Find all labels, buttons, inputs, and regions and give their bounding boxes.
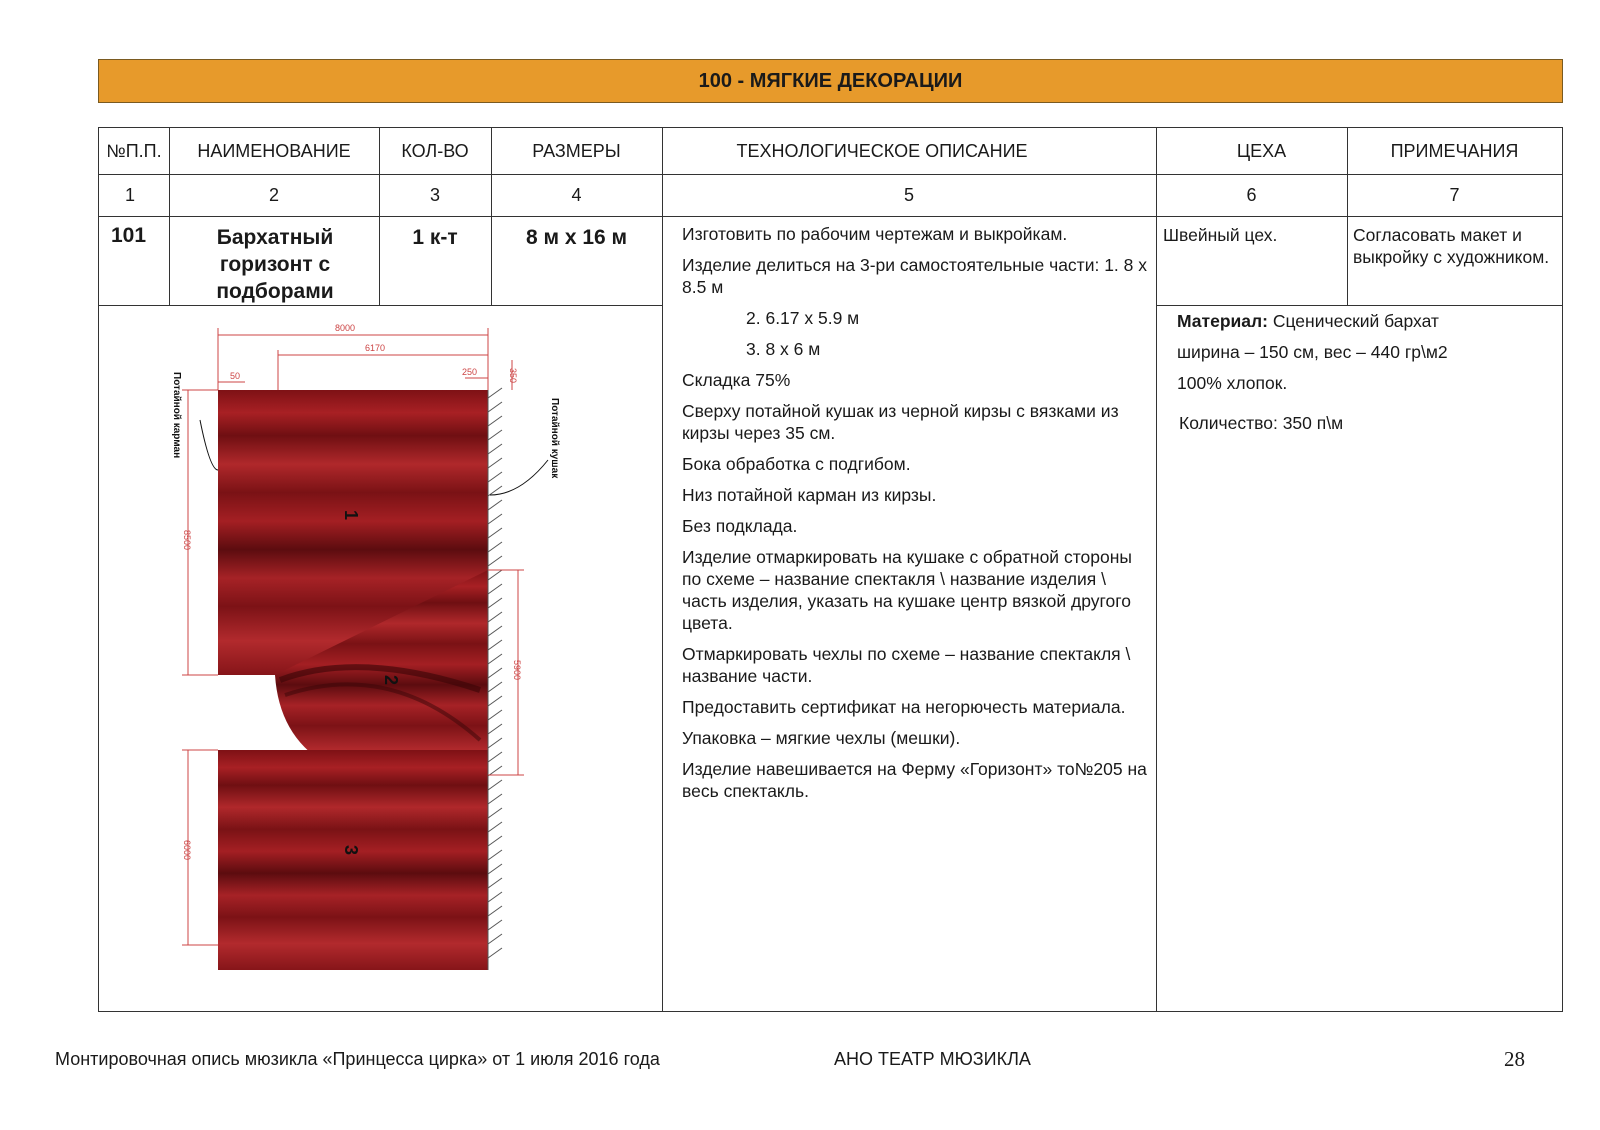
description-line: Упаковка – мягкие чехлы (мешки). (682, 728, 961, 748)
hatch-mark (488, 402, 502, 412)
hatch-mark (488, 682, 502, 692)
hatch-mark (488, 864, 502, 874)
hatch-mark (488, 836, 502, 846)
dimension-left-offset: 50 (230, 371, 241, 381)
description-line: Сверху потайной кушак из черной кирзы с вязками из кирзы через 35 см. (682, 401, 1119, 443)
material-label: Материал: (1177, 311, 1268, 331)
col-number-4: 4 (571, 184, 582, 205)
hatch-mark (488, 444, 502, 454)
description-line: Низ потайной карман из кирзы. (682, 485, 937, 505)
col-number-1: 1 (124, 184, 135, 205)
hatch-mark (488, 738, 502, 748)
header-size: РАЗМЕРЫ (532, 140, 621, 161)
item-quantity: 1 к-т (412, 226, 458, 249)
item-size: 8 м х 16 м (525, 226, 628, 249)
hatch-mark (488, 892, 502, 902)
description-line: Изделие отмаркировать на кушаке с обратной стороны по схеме – название спектакля \ название изделия \ часть изделия, указать на кушаке центр вязкой другого цвета. (682, 547, 1132, 633)
description-line: Без подклада. (682, 516, 798, 536)
header-number: №П.П. (106, 140, 162, 161)
col-number-7: 7 (1449, 184, 1460, 205)
hatch-mark (488, 794, 502, 804)
part-label-3: 3 (341, 845, 361, 856)
hatch-mark (488, 556, 502, 566)
hatch-mark (488, 584, 502, 594)
hatch-mark (488, 640, 502, 650)
hatch-mark (488, 780, 502, 790)
hatch-mark (488, 696, 502, 706)
material-quantity: Количество: 350 п\м (1179, 413, 1344, 433)
hatch-mark (488, 430, 502, 440)
description-line: Складка 75% (682, 370, 791, 390)
hatch-mark (488, 542, 502, 552)
description-line: Бока обработка с подгибом. (682, 454, 911, 474)
section-title: 100 - МЯГКИЕ ДЕКОРАЦИИ (698, 69, 963, 92)
footer-document-title: Монтировочная опись мюзикла «Принцесса цирка» от 1 июля 2016 года (55, 1049, 660, 1069)
header-name: НАИМЕНОВАНИЕ (197, 140, 351, 161)
hatch-mark (488, 906, 502, 916)
material-composition: 100% хлопок. (1177, 373, 1288, 393)
part-label-2: 2 (381, 675, 401, 686)
header-notes: ПРИМЕЧАНИЯ (1390, 140, 1519, 161)
hatch-mark (488, 612, 502, 622)
belt-label: Потайной кушак (549, 398, 560, 479)
material-text: Сценический бархат (1272, 311, 1439, 331)
material-info (1177, 310, 1557, 443)
hatch-mark (488, 500, 502, 510)
dimension-right-offset: 250 (462, 367, 478, 377)
hatch-mark (488, 808, 502, 818)
material-width: ширина – 150 см, вес – 440 гр\м2 (1177, 342, 1448, 362)
hatch-mark (488, 668, 502, 678)
page-number: 28 (1504, 1047, 1525, 1071)
hatch-mark (488, 528, 502, 538)
header-workshop: ЦЕХА (1236, 140, 1287, 161)
pocket-label: Потайной карман (171, 372, 182, 459)
technical-description (682, 223, 1147, 811)
hatch-mark (488, 920, 502, 930)
hatch-mark (488, 514, 502, 524)
curtain-drawing (160, 320, 600, 980)
hatch-mark (488, 710, 502, 720)
dimension-width: 8000 (335, 323, 356, 333)
section-title-banner (98, 59, 1563, 103)
description-line: 3. 8 х 6 м (746, 339, 821, 359)
row-number: 101 (111, 224, 147, 247)
hatch-mark (488, 948, 502, 958)
description-line: Изделие навешивается на Ферму «Горизонт» то№205 на весь спектакль. (682, 759, 1147, 801)
hatch-mark (488, 934, 502, 944)
header-description: ТЕХНОЛОГИЧЕСКОЕ ОПИСАНИЕ (736, 140, 1028, 161)
hatch-mark (488, 626, 502, 636)
description-line: Изготовить по рабочим чертежам и выкройкам. (682, 224, 1068, 244)
description-line: Предоставить сертификат на негорючесть материала. (682, 697, 1126, 717)
item-name: Бархатный горизонт с подборами (216, 226, 334, 303)
hatch-mark (488, 416, 502, 426)
dimension-part3-height: 6000 (182, 840, 192, 861)
hatch-mark (488, 570, 502, 580)
hatch-mark (488, 878, 502, 888)
hatch-mark (488, 752, 502, 762)
col-number-5: 5 (903, 184, 914, 205)
hatch-mark (488, 724, 502, 734)
workshop: Швейный цех. (1163, 225, 1278, 245)
curtain-part-3 (218, 750, 488, 970)
col-number-2: 2 (268, 184, 279, 205)
hatch-mark (488, 472, 502, 482)
description-line: Изделие делиться на 3-ри самостоятельные части: 1. 8 х 8.5 м (682, 255, 1147, 297)
header-quantity: КОЛ-ВО (401, 140, 469, 161)
dimension-part2-height: 5900 (512, 660, 522, 681)
footer-organization: АНО ТЕАТР МЮЗИКЛА (834, 1049, 1031, 1069)
col-number-6: 6 (1246, 184, 1257, 205)
col-number-3: 3 (429, 184, 440, 205)
hatch-mark (488, 388, 502, 398)
description-line: Отмаркировать чехлы по схеме – название спектакля \ название части. (682, 644, 1131, 686)
description-line: 2. 6.17 х 5.9 м (746, 308, 860, 328)
hatch-mark (488, 458, 502, 468)
dimension-belt-height: 350 (508, 368, 518, 384)
hatch-mark (488, 822, 502, 832)
dimension-inner-width: 6170 (365, 343, 386, 353)
hatch-mark (488, 598, 502, 608)
notes: Согласовать макет и выкройку с художником. (1353, 225, 1550, 267)
hatch-mark (488, 850, 502, 860)
dimension-part1-height: 8500 (182, 530, 192, 551)
part-label-1: 1 (341, 510, 361, 521)
hatch-mark (488, 654, 502, 664)
